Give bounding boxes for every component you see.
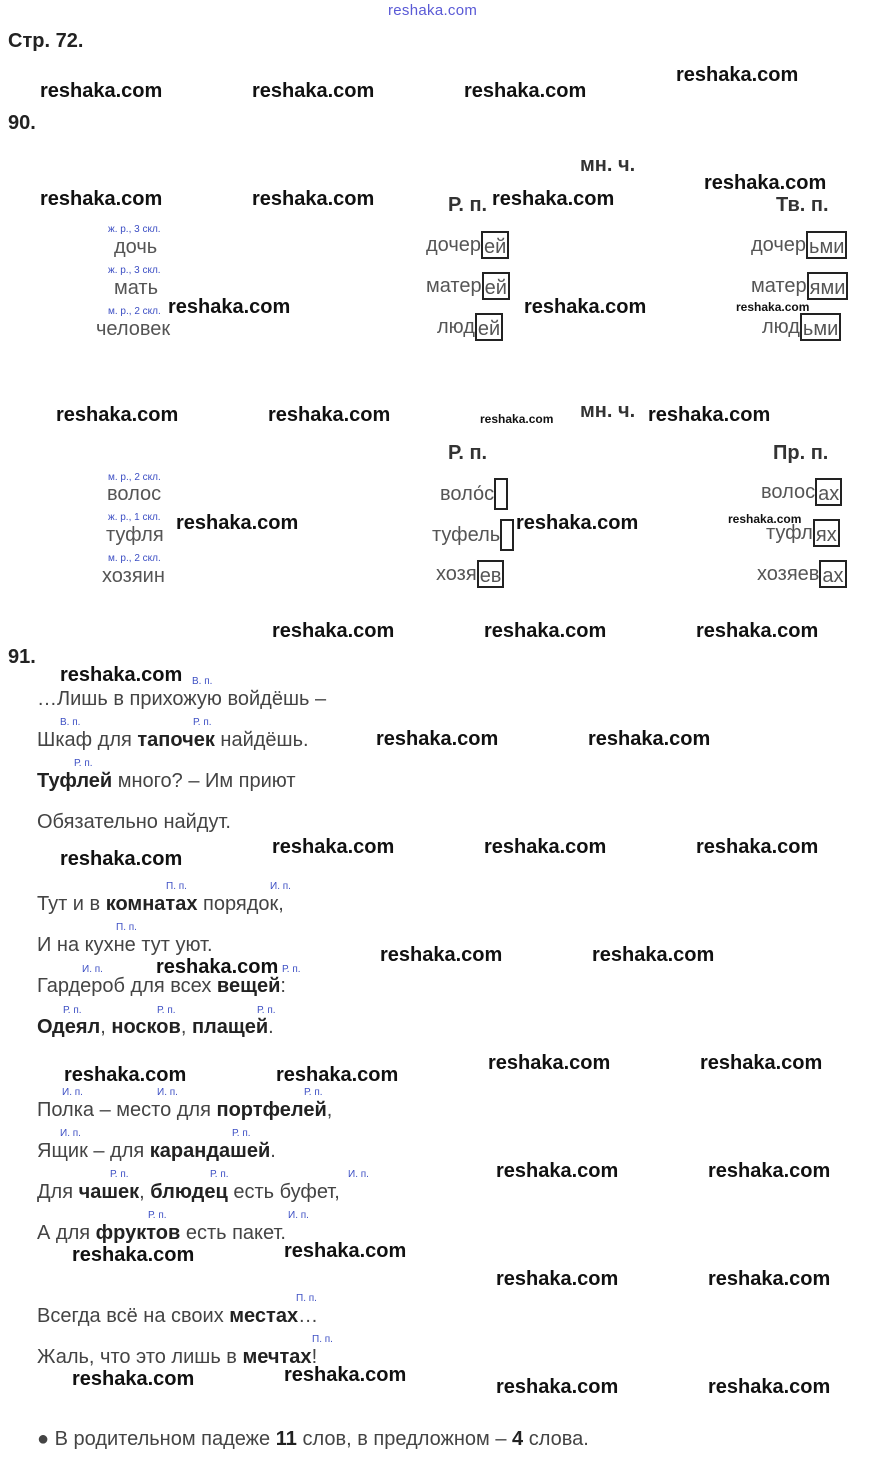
watermark: reshaka.com (492, 188, 615, 210)
gender-annotation: ж. р., 1 скл. (108, 512, 161, 523)
watermark: reshaka.com (676, 64, 799, 86)
case-annotation: Р. п. (110, 1169, 129, 1180)
ending-box: ей (481, 231, 509, 259)
watermark: reshaka.com (592, 944, 715, 966)
watermark: reshaka.com (40, 188, 163, 210)
poem-line (37, 1346, 317, 1369)
watermark: reshaka.com (464, 80, 587, 102)
watermark: reshaka.com (708, 1160, 831, 1182)
genitive-form (426, 272, 510, 300)
prepositional-form (761, 478, 842, 506)
ending-box: ей (475, 313, 503, 341)
watermark: reshaka.com (168, 296, 291, 318)
watermark: reshaka.com (56, 404, 179, 426)
case-annotation: И. п. (288, 1210, 309, 1221)
case-annotation: Р. п. (74, 758, 93, 769)
column-genitive: Р. п. (448, 194, 488, 216)
watermark: reshaka.com (496, 1268, 619, 1290)
case-annotation: И. п. (82, 964, 103, 975)
exercise-90-number: 90. (8, 112, 36, 134)
watermark: reshaka.com (156, 956, 279, 978)
poem-line (37, 1305, 318, 1328)
watermark: reshaka.com (524, 296, 647, 318)
case-annotation: П. п. (166, 881, 187, 892)
summary-text: ● В родительном падеже (37, 1428, 276, 1450)
case-annotation: Р. п. (282, 964, 301, 975)
word-nominative: человек (96, 318, 171, 340)
word-stem: волос (761, 480, 816, 503)
case-annotation: И. п. (157, 1087, 178, 1098)
ending-box-empty (494, 478, 508, 510)
ending-box: ьми (800, 313, 841, 341)
poem-text: … (298, 1305, 319, 1327)
column-prepositional: Пр. п. (773, 442, 829, 464)
gender-annotation: ж. р., 3 скл. (108, 265, 161, 276)
watermark: reshaka.com (284, 1364, 407, 1386)
watermark: reshaka.com (72, 1368, 195, 1390)
word-nominative: туфля (106, 524, 164, 546)
prepositional-form (757, 560, 847, 588)
poem-text: есть пакет. (180, 1222, 286, 1244)
poem-line (37, 770, 296, 793)
watermark: reshaka.com (588, 728, 711, 750)
case-annotation: Р. п. (63, 1005, 82, 1016)
poem-text: , (100, 1016, 112, 1038)
poem-highlight: блюдец (150, 1181, 228, 1203)
instrumental-form (751, 272, 848, 300)
watermark: reshaka.com (696, 620, 819, 642)
poem-text: Шкаф для (37, 729, 138, 751)
exercise-91-number: 91. (8, 646, 36, 668)
poem-line (37, 729, 309, 752)
poem-text: много? – Им приют (112, 770, 296, 792)
watermark: reshaka.com (728, 512, 802, 526)
prepositional-form (766, 519, 840, 547)
poem-highlight: вещей (216, 975, 281, 997)
case-annotation: Р. п. (210, 1169, 229, 1180)
watermark: reshaka.com (484, 836, 607, 858)
poem-text: . (270, 1140, 276, 1162)
case-annotation: П. п. (116, 922, 137, 933)
watermark: reshaka.com (488, 1052, 611, 1074)
plural-label: мн. ч. (580, 154, 636, 176)
watermark: reshaka.com (480, 412, 554, 426)
watermark: reshaka.com (704, 172, 827, 194)
instrumental-form (751, 231, 847, 259)
case-annotation: Р. п. (148, 1210, 167, 1221)
case-annotation: Р. п. (157, 1005, 176, 1016)
poem-highlight: носков (111, 1016, 181, 1038)
watermark: reshaka.com (40, 80, 163, 102)
word-stem: хозяев (757, 562, 820, 585)
word-stem: матер (751, 274, 807, 297)
case-annotation: Р. п. (232, 1128, 251, 1139)
poem-highlight: плащей (191, 1016, 269, 1038)
poem-line: Обязательно найдут. (37, 811, 231, 833)
poem-highlight: фруктов (95, 1222, 181, 1244)
poem-text: найдёшь. (214, 729, 309, 751)
watermark: reshaka.com (276, 1064, 399, 1086)
watermark: reshaka.com (700, 1052, 823, 1074)
word-nominative: дочь (114, 236, 158, 258)
watermark: reshaka.com (60, 848, 183, 870)
genitive-form (440, 478, 508, 510)
instrumental-form (762, 313, 841, 341)
poem-text: : (280, 975, 286, 997)
genitive-form (436, 560, 504, 588)
poem-line (37, 1222, 286, 1245)
case-annotation: П. п. (312, 1334, 333, 1345)
poem-text: Всегда всё на своих (37, 1305, 230, 1327)
watermark: reshaka.com (252, 188, 375, 210)
gender-annotation: ж. р., 3 скл. (108, 224, 161, 235)
genitive-form (437, 313, 503, 341)
watermark: reshaka.com (516, 512, 639, 534)
word-stem: дочер (426, 233, 482, 256)
poem-line (37, 1099, 332, 1122)
poem-text: Ящик – для (37, 1140, 150, 1162)
gender-annotation: м. р., 2 скл. (108, 306, 161, 317)
summary-line (37, 1428, 589, 1451)
case-annotation: В. п. (192, 676, 213, 687)
poem-highlight: Туфлей (37, 770, 113, 792)
watermark: reshaka.com (252, 80, 375, 102)
summary-number: 11 (275, 1428, 297, 1450)
poem-highlight: карандашей (149, 1140, 271, 1162)
poem-line (37, 1016, 274, 1039)
watermark: reshaka.com (268, 404, 391, 426)
poem-highlight: чашек (78, 1181, 140, 1203)
ending-box-empty (500, 519, 514, 551)
poem-text: порядок, (197, 893, 284, 915)
watermark: reshaka.com (60, 664, 183, 686)
poem-text: , (326, 1099, 333, 1121)
poem-text: , (180, 1016, 192, 1038)
plural-label: мн. ч. (580, 400, 636, 422)
ending-box: ьми (806, 231, 847, 259)
poem-highlight: Одеял (37, 1016, 101, 1038)
poem-line: И на кухне тут уют. (37, 934, 213, 956)
watermark: reshaka.com (272, 620, 395, 642)
watermark: reshaka.com (648, 404, 771, 426)
poem-text: есть буфет, (227, 1181, 340, 1203)
watermark: reshaka.com (72, 1244, 195, 1266)
case-annotation: И. п. (348, 1169, 369, 1180)
ending-box: ев (477, 560, 505, 588)
column-genitive: Р. п. (448, 442, 488, 464)
watermark: reshaka.com (272, 836, 395, 858)
genitive-form (432, 519, 514, 551)
word-stem: матер (426, 274, 482, 297)
word-stem: воло́с (440, 482, 495, 505)
case-annotation: Р. п. (257, 1005, 276, 1016)
poem-text: А для (37, 1222, 96, 1244)
case-annotation: И. п. (60, 1128, 81, 1139)
poem-line (37, 893, 284, 916)
poem-text: Тут и в (37, 893, 106, 915)
watermark: reshaka.com (376, 728, 499, 750)
word-stem: хозя (436, 562, 477, 585)
case-annotation: И. п. (270, 881, 291, 892)
case-annotation: В. п. (60, 717, 81, 728)
poem-line (37, 1181, 340, 1204)
case-annotation: Р. п. (304, 1087, 323, 1098)
poem-text: Жаль, что это лишь в (37, 1346, 243, 1368)
poem-line (37, 975, 286, 998)
ending-box: ями (807, 272, 849, 300)
case-annotation: П. п. (296, 1293, 317, 1304)
ending-box: ях (813, 519, 840, 547)
column-instrumental: Тв. п. (776, 194, 829, 216)
poem-line: …Лишь в прихожую войдёшь – (37, 688, 327, 710)
gender-annotation: м. р., 2 скл. (108, 472, 161, 483)
watermark: reshaka.com (176, 512, 299, 534)
word-stem: люд (437, 315, 475, 338)
watermark: reshaka.com (284, 1240, 407, 1262)
case-annotation: И. п. (62, 1087, 83, 1098)
ending-box: ах (819, 560, 846, 588)
watermark-top: reshaka.com (388, 2, 478, 19)
summary-text: слова. (523, 1428, 589, 1450)
poem-highlight: местах (229, 1305, 299, 1327)
word-stem: туфель (432, 523, 501, 546)
word-stem: дочер (751, 233, 807, 256)
word-stem: люд (762, 315, 800, 338)
watermark: reshaka.com (696, 836, 819, 858)
poem-highlight: тапочек (137, 729, 215, 751)
poem-highlight: портфелей (216, 1099, 327, 1121)
poem-text: Гардероб для всех (37, 975, 217, 997)
poem-highlight: мечтах (242, 1346, 312, 1368)
page-title: Стр. 72. (8, 30, 84, 52)
poem-highlight: комнатах (105, 893, 198, 915)
summary-number: 4 (512, 1428, 524, 1450)
poem-line (37, 1140, 276, 1163)
ending-box: ей (482, 272, 510, 300)
word-nominative: мать (114, 277, 159, 299)
poem-text: ! (311, 1346, 318, 1368)
poem-text: Для (37, 1181, 79, 1203)
gender-annotation: м. р., 2 скл. (108, 553, 161, 564)
ending-box: ах (815, 478, 842, 506)
watermark: reshaka.com (484, 620, 607, 642)
genitive-form (426, 231, 509, 259)
watermark: reshaka.com (708, 1268, 831, 1290)
poem-text: . (268, 1016, 274, 1038)
word-nominative: волос (107, 483, 162, 505)
poem-text: , (139, 1181, 151, 1203)
word-stem: туфл (766, 521, 813, 544)
word-nominative: хозяин (102, 565, 165, 587)
watermark: reshaka.com (64, 1064, 187, 1086)
watermark: reshaka.com (736, 300, 810, 314)
watermark: reshaka.com (380, 944, 503, 966)
summary-text: слов, в предложном – (296, 1428, 513, 1450)
watermark: reshaka.com (496, 1160, 619, 1182)
poem-text: Полка – место для (37, 1099, 217, 1121)
case-annotation: Р. п. (193, 717, 212, 728)
watermark: reshaka.com (708, 1376, 831, 1398)
watermark: reshaka.com (496, 1376, 619, 1398)
